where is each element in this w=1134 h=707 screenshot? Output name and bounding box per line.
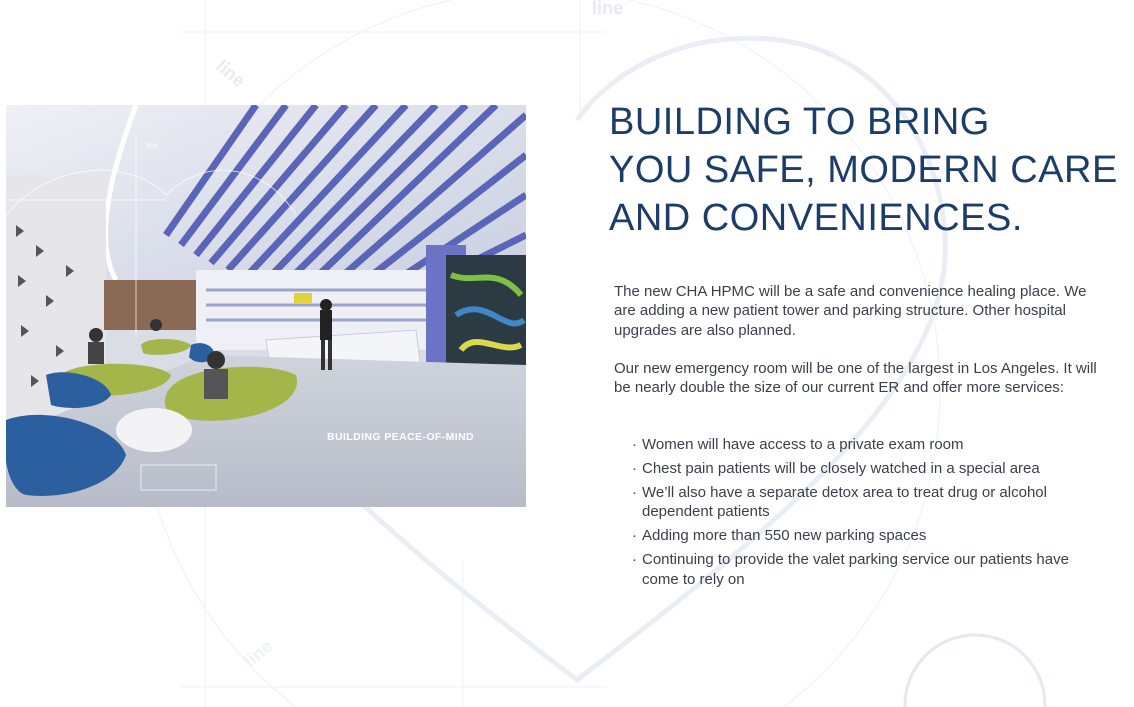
hero-watermark-text: line: [146, 141, 159, 150]
intro-paragraph: The new CHA HPMC will be a safe and convenience healing place. We are adding a new patient tower and parking structure. Other hospital upgrades are also planned.: [614, 283, 1087, 339]
hospital-lobby-illustration: [6, 105, 526, 507]
headline-line-1: BUILDING TO BRING: [609, 101, 990, 143]
services-list: [632, 435, 1102, 594]
bullet-dot-icon: ·: [632, 459, 637, 477]
page-headline: [609, 98, 1118, 242]
emergency-room-paragraph: Our new emergency room will be one of the largest in Los Angeles. It will be nearly double the size of our current ER and offer more services:: [614, 360, 1097, 397]
hero-rendering-image: [6, 105, 526, 507]
bullet-dot-icon: ·: [632, 483, 637, 501]
list-item: · Adding more than 550 new parking spaces: [632, 527, 927, 545]
bullet-dot-icon: ·: [632, 436, 637, 453]
list-item: · We’ll also have a separate detox area to treat drug or alcohol dependent patients: [632, 483, 1047, 521]
watermark-line-text-top: line: [592, 0, 624, 18]
headline-line-3: AND CONVENIENCES.: [609, 197, 1023, 239]
watermark-line-text-left: line: [212, 55, 250, 92]
headline-line-2: YOU SAFE, MODERN CARE: [609, 149, 1118, 191]
list-item: · Chest pain patients will be closely watched in a special area: [632, 459, 1040, 477]
list-item: · Continuing to provide the valet parking service our patients have come to rely on: [632, 551, 1069, 588]
hero-caption: BUILDING PEACE-OF-MIND: [327, 431, 475, 443]
watermark-line-text-bottom: line: [239, 635, 277, 672]
bullet-dot-icon: ·: [632, 527, 637, 545]
list-item: · Women will have access to a private exam room: [632, 436, 964, 453]
bullet-dot-icon: ·: [632, 551, 637, 569]
